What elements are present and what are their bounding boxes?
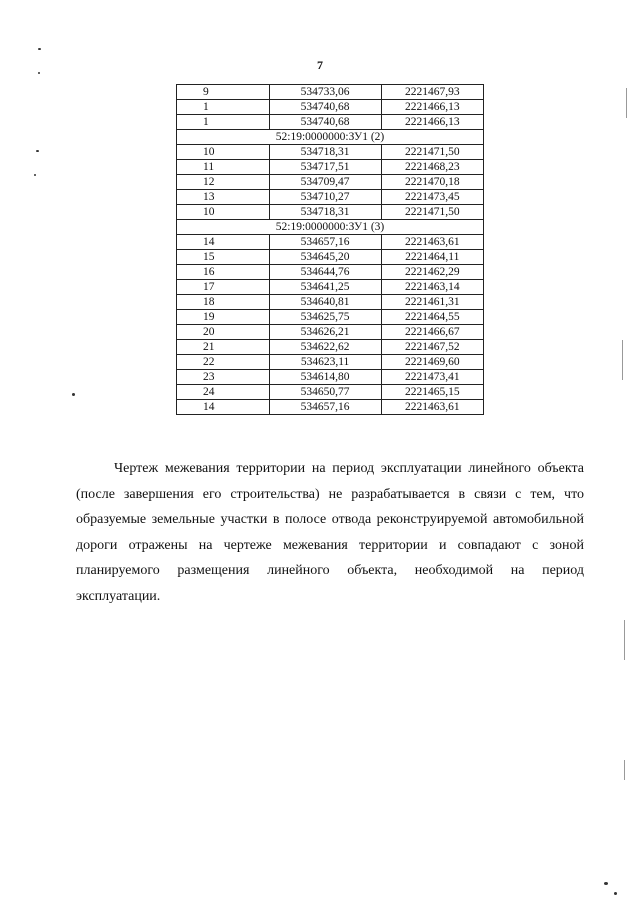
y-coordinate-cell: 2221467,93: [381, 85, 484, 100]
y-coordinate-cell: 2221468,23: [381, 160, 484, 175]
point-number-cell: 10: [177, 205, 270, 220]
table-row: [177, 205, 484, 220]
table-row: [177, 280, 484, 295]
point-number-cell: 24: [177, 385, 270, 400]
table-row: [177, 85, 484, 100]
table-row: [177, 385, 484, 400]
section-label: 52:19:0000000:ЗУ1 (2): [177, 130, 484, 145]
x-coordinate-cell: 534645,20: [269, 250, 381, 265]
point-number-cell: 11: [177, 160, 270, 175]
coordinates-table-body: [177, 85, 484, 415]
table-section-row: [177, 220, 484, 235]
scan-speck: [72, 393, 75, 396]
point-number-cell: 1: [177, 100, 270, 115]
y-coordinate-cell: 2221464,55: [381, 310, 484, 325]
scan-speck: [38, 48, 41, 50]
point-number-cell: 23: [177, 370, 270, 385]
table-row: [177, 100, 484, 115]
point-number-cell: 21: [177, 340, 270, 355]
x-coordinate-cell: 534718,31: [269, 145, 381, 160]
point-number-cell: 22: [177, 355, 270, 370]
y-coordinate-cell: 2221463,14: [381, 280, 484, 295]
x-coordinate-cell: 534710,27: [269, 190, 381, 205]
point-number-cell: 18: [177, 295, 270, 310]
y-coordinate-cell: 2221466,13: [381, 100, 484, 115]
y-coordinate-cell: 2221465,15: [381, 385, 484, 400]
y-coordinate-cell: 2221463,61: [381, 400, 484, 415]
y-coordinate-cell: 2221464,11: [381, 250, 484, 265]
page-number: 7: [317, 58, 323, 72]
point-number-cell: 10: [177, 145, 270, 160]
table-row: [177, 160, 484, 175]
x-coordinate-cell: 534733,06: [269, 85, 381, 100]
table-row: [177, 310, 484, 325]
y-coordinate-cell: 2221471,50: [381, 205, 484, 220]
x-coordinate-cell: 534640,81: [269, 295, 381, 310]
table-row: [177, 355, 484, 370]
scan-edge-line: [622, 340, 623, 380]
x-coordinate-cell: 534709,47: [269, 175, 381, 190]
y-coordinate-cell: 2221467,52: [381, 340, 484, 355]
scan-speck: [614, 892, 617, 895]
table-row: [177, 295, 484, 310]
point-number-cell: 13: [177, 190, 270, 205]
x-coordinate-cell: 534623,11: [269, 355, 381, 370]
y-coordinate-cell: 2221461,31: [381, 295, 484, 310]
y-coordinate-cell: 2221466,13: [381, 115, 484, 130]
x-coordinate-cell: 534740,68: [269, 115, 381, 130]
x-coordinate-cell: 534650,77: [269, 385, 381, 400]
point-number-cell: 17: [177, 280, 270, 295]
scan-edge-line: [626, 88, 627, 118]
body-paragraph: Чертеж межевания территории на период эксплуатации линейного объекта (после завершения его строительства) не разрабатывается в связи с тем, что образуемые земельные участки в полосе отвода реконструируемой автомобильной дороги отражены на чертеже межевания территории и совпадают с зоной планируемого размещения линейного объекта, необходимой на период эксплуатации.: [76, 461, 584, 604]
y-coordinate-cell: 2221470,18: [381, 175, 484, 190]
point-number-cell: 14: [177, 400, 270, 415]
point-number-cell: 9: [177, 85, 270, 100]
scan-edge-line: [624, 620, 625, 660]
table-row: [177, 190, 484, 205]
y-coordinate-cell: 2221471,50: [381, 145, 484, 160]
table-row: [177, 400, 484, 415]
table-row: [177, 175, 484, 190]
x-coordinate-cell: 534657,16: [269, 235, 381, 250]
table-row: [177, 265, 484, 280]
x-coordinate-cell: 534614,80: [269, 370, 381, 385]
scan-speck: [34, 174, 36, 176]
y-coordinate-cell: 2221463,61: [381, 235, 484, 250]
point-number-cell: 16: [177, 265, 270, 280]
table-row: [177, 145, 484, 160]
y-coordinate-cell: 2221469,60: [381, 355, 484, 370]
point-number-cell: 12: [177, 175, 270, 190]
table-row: [177, 370, 484, 385]
x-coordinate-cell: 534626,21: [269, 325, 381, 340]
x-coordinate-cell: 534718,31: [269, 205, 381, 220]
table-row: [177, 235, 484, 250]
scan-speck: [36, 150, 39, 152]
y-coordinate-cell: 2221462,29: [381, 265, 484, 280]
table-row: [177, 115, 484, 130]
point-number-cell: 19: [177, 310, 270, 325]
table-section-row: [177, 130, 484, 145]
coordinates-table: [176, 84, 484, 415]
x-coordinate-cell: 534622,62: [269, 340, 381, 355]
point-number-cell: 15: [177, 250, 270, 265]
y-coordinate-cell: 2221473,41: [381, 370, 484, 385]
scan-edge-line: [624, 760, 625, 780]
x-coordinate-cell: 534657,16: [269, 400, 381, 415]
section-label: 52:19:0000000:ЗУ1 (3): [177, 220, 484, 235]
point-number-cell: 20: [177, 325, 270, 340]
point-number-cell: 1: [177, 115, 270, 130]
x-coordinate-cell: 534625,75: [269, 310, 381, 325]
table-row: [177, 340, 484, 355]
x-coordinate-cell: 534740,68: [269, 100, 381, 115]
y-coordinate-cell: 2221466,67: [381, 325, 484, 340]
scan-speck: [604, 882, 608, 885]
scan-speck: [38, 72, 40, 74]
table-row: [177, 250, 484, 265]
table-row: [177, 325, 484, 340]
x-coordinate-cell: 534644,76: [269, 265, 381, 280]
point-number-cell: 14: [177, 235, 270, 250]
y-coordinate-cell: 2221473,45: [381, 190, 484, 205]
x-coordinate-cell: 534717,51: [269, 160, 381, 175]
x-coordinate-cell: 534641,25: [269, 280, 381, 295]
